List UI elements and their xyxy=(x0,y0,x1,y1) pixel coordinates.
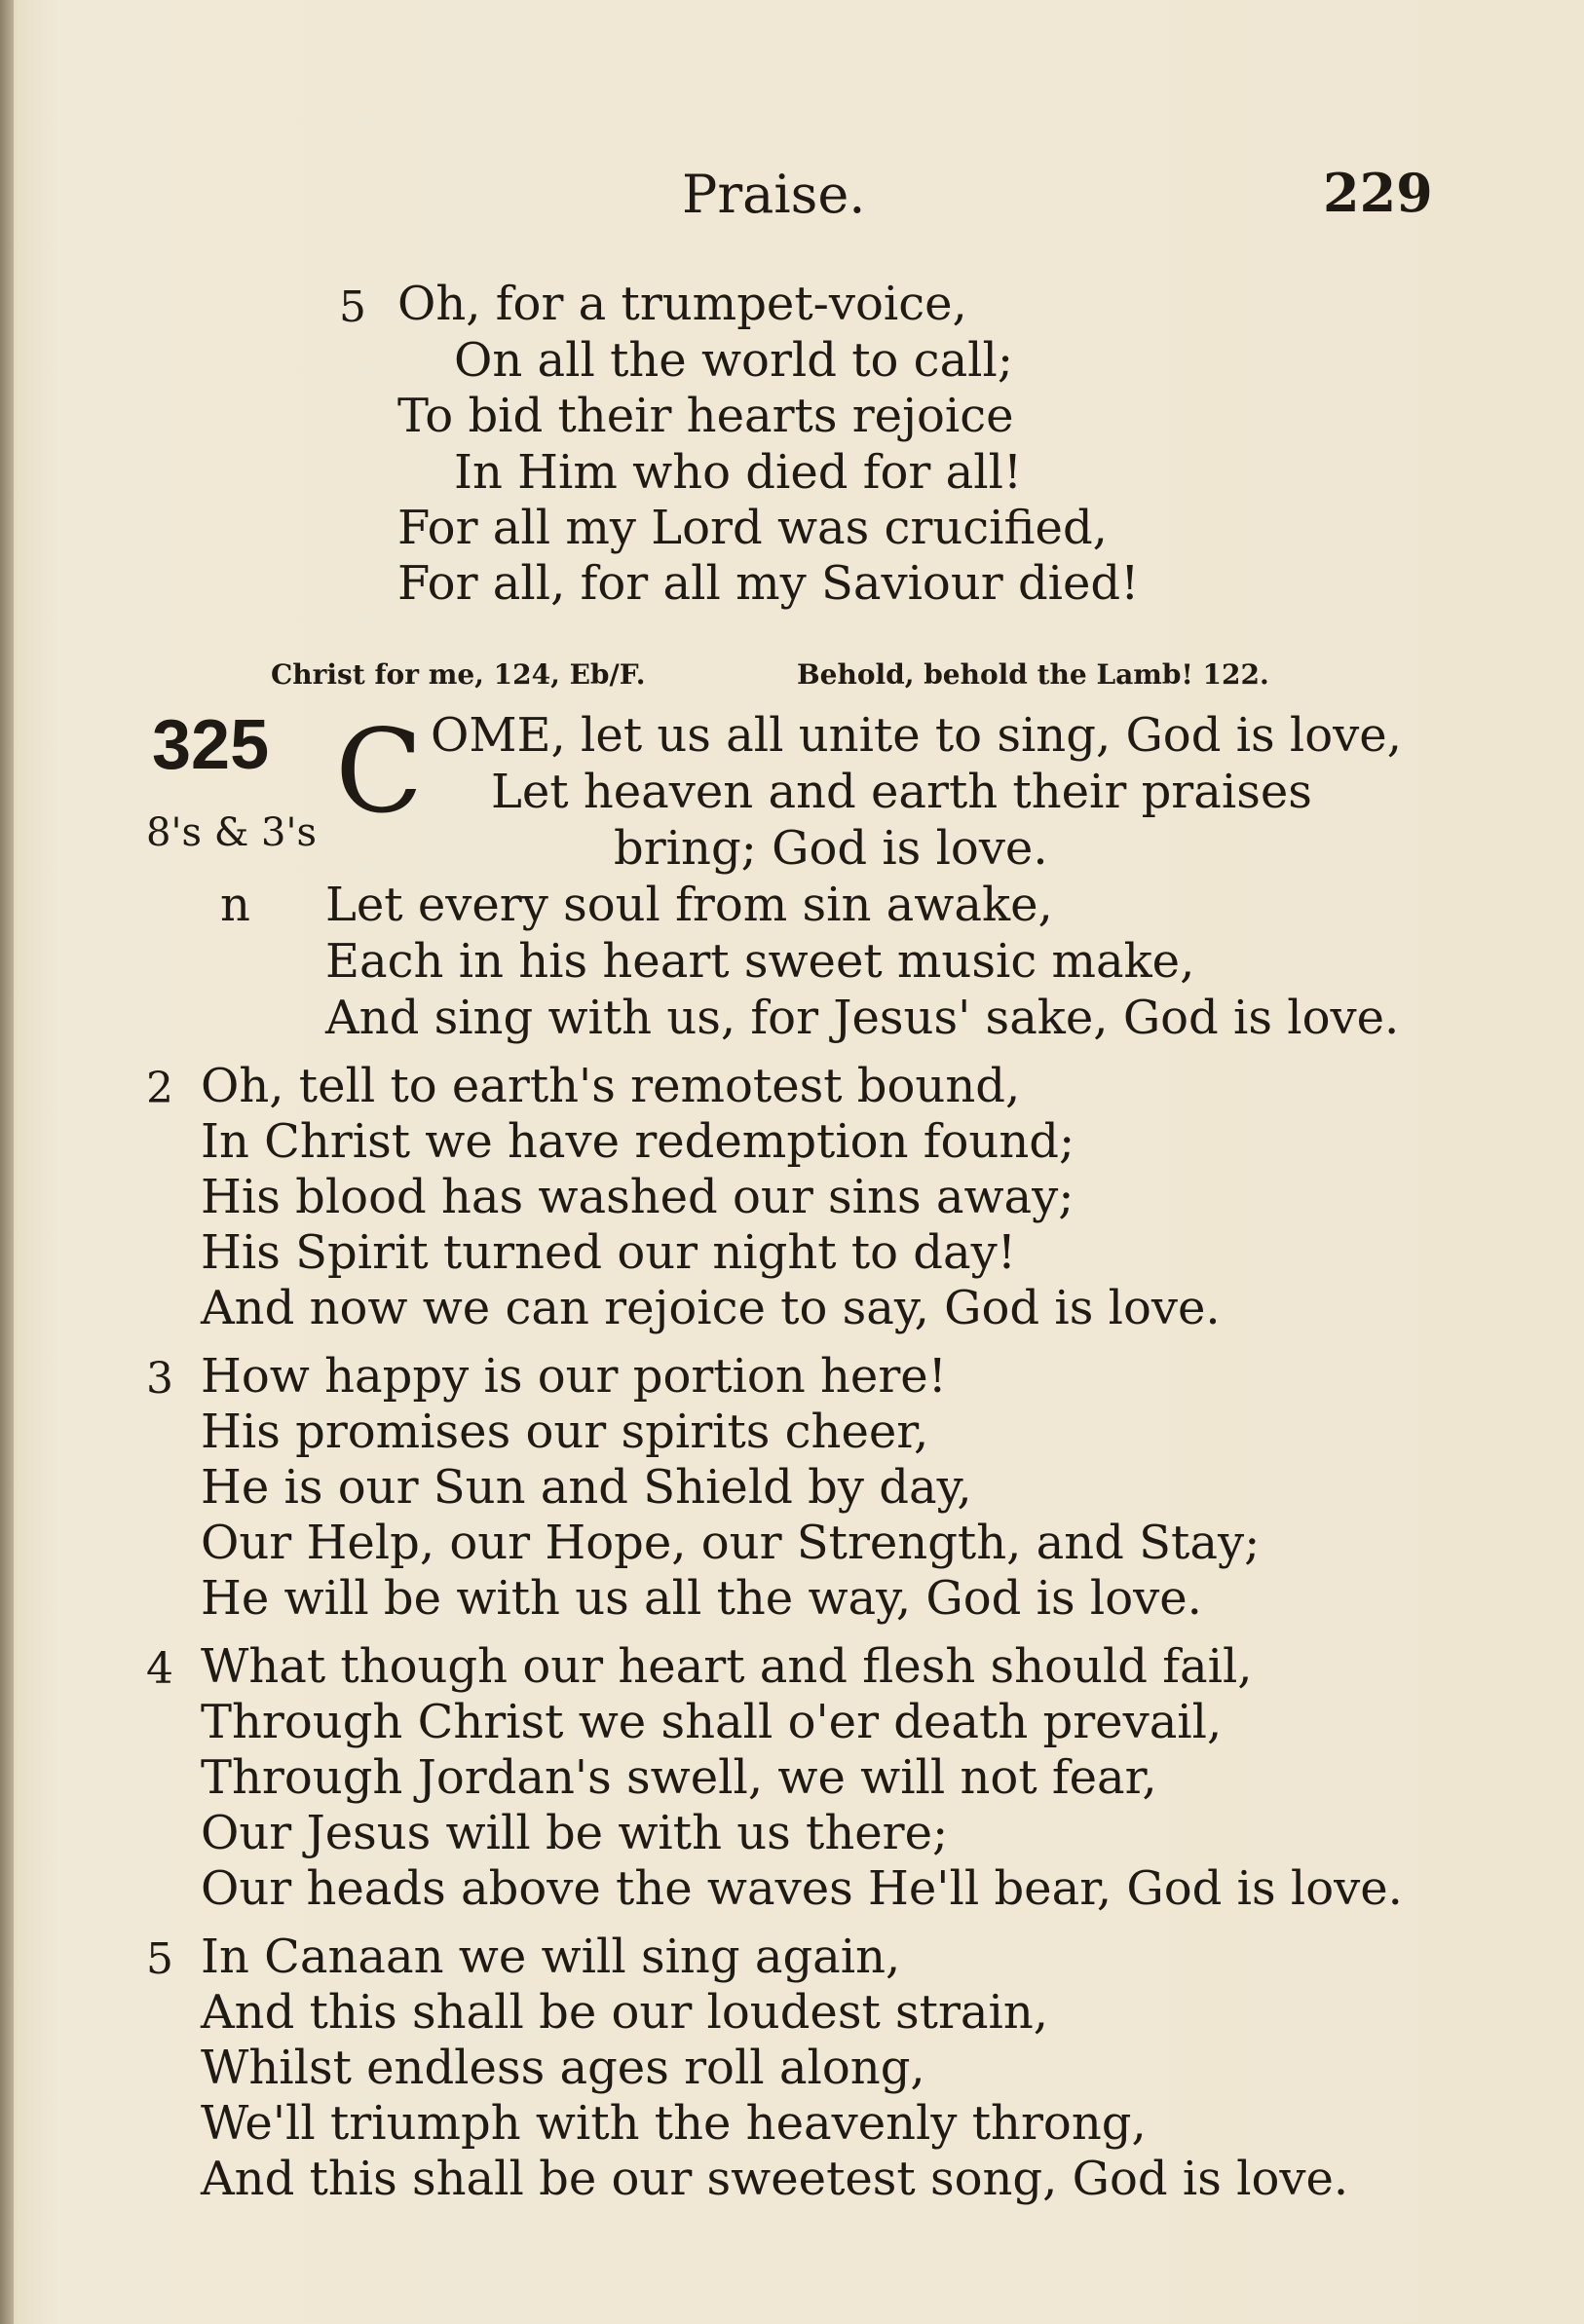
verse-line: And now we can rejoice to say, God is love. xyxy=(201,1281,1221,1335)
verse-number: 5 xyxy=(146,1934,173,1984)
verse-line: Our Help, our Hope, our Strength, and Stay; xyxy=(201,1516,1261,1570)
verse-line: He will be with us all the way, God is love. xyxy=(201,1571,1202,1626)
hymn-meter: 8's & 3's xyxy=(146,810,317,855)
verse-line: And this shall be our sweetest song, God is love. xyxy=(201,2152,1349,2206)
verse-line: He is our Sun and Shield by day, xyxy=(201,1460,972,1515)
verse-line: Through Jordan's swell, we will not fear, xyxy=(201,1750,1157,1805)
verse-line: Oh, for a trumpet-voice, xyxy=(397,277,967,331)
tune-reference-right: Behold, behold the Lamb! 122. xyxy=(797,658,1269,691)
verse-line: In Canaan we will sing again, xyxy=(201,1930,901,1984)
verse-line: Let every soul from sin awake, xyxy=(325,878,1053,932)
verse-line: Let heaven and earth their praises xyxy=(491,765,1312,819)
tune-reference-left: Christ for me, 124, Eb/F. xyxy=(271,658,646,691)
drop-cap: C xyxy=(335,704,424,839)
verse-line: And sing with us, for Jesus' sake, God is love. xyxy=(325,991,1400,1045)
dynamic-mark: n xyxy=(220,878,250,932)
verse-line: Through Christ we shall o'er death prevail, xyxy=(201,1695,1223,1749)
verse-number: 3 xyxy=(146,1354,173,1404)
verse-line: In Him who died for all! xyxy=(454,445,1023,500)
verse-line: Our Jesus will be with us there; xyxy=(201,1806,949,1860)
hymn-number: 325 xyxy=(152,706,270,784)
verse-number: 2 xyxy=(146,1064,173,1113)
page-number: 229 xyxy=(1323,162,1433,224)
verse-line: For all my Lord was crucified, xyxy=(397,501,1108,555)
verse-line: For all, for all my Saviour died! xyxy=(397,556,1140,611)
verse-line: His promises our spirits cheer, xyxy=(201,1405,929,1459)
verse-line: How happy is our portion here! xyxy=(201,1349,947,1404)
verse-number: 4 xyxy=(146,1644,173,1694)
verse-line: We'll triumph with the heavenly throng, xyxy=(201,2096,1147,2151)
verse-line: Our heads above the waves He'll bear, God is love. xyxy=(201,1861,1403,1916)
verse-line: To bid their hearts rejoice xyxy=(397,389,1014,443)
verse-line: Oh, tell to earth's remotest bound, xyxy=(201,1059,1021,1113)
page-gutter xyxy=(0,0,14,2324)
page-heading: Praise. xyxy=(682,164,866,225)
verse-line: What though our heart and flesh should fail, xyxy=(201,1639,1253,1694)
verse-line: bring; God is love. xyxy=(614,821,1048,876)
verse-line: His blood has washed our sins away; xyxy=(201,1170,1075,1224)
verse-line: OME, let us all unite to sing, God is love, xyxy=(431,708,1402,763)
verse-line: Each in his heart sweet music make, xyxy=(325,934,1195,989)
verse-line: In Christ we have redemption found; xyxy=(201,1114,1075,1169)
verse-line: Whilst endless ages roll along, xyxy=(201,2041,925,2095)
verse-line: His Spirit turned our night to day! xyxy=(201,1225,1017,1280)
verse-line: And this shall be our loudest strain, xyxy=(201,1985,1049,2040)
verse-number: 5 xyxy=(339,282,366,332)
verse-line: On all the world to call; xyxy=(454,333,1014,388)
